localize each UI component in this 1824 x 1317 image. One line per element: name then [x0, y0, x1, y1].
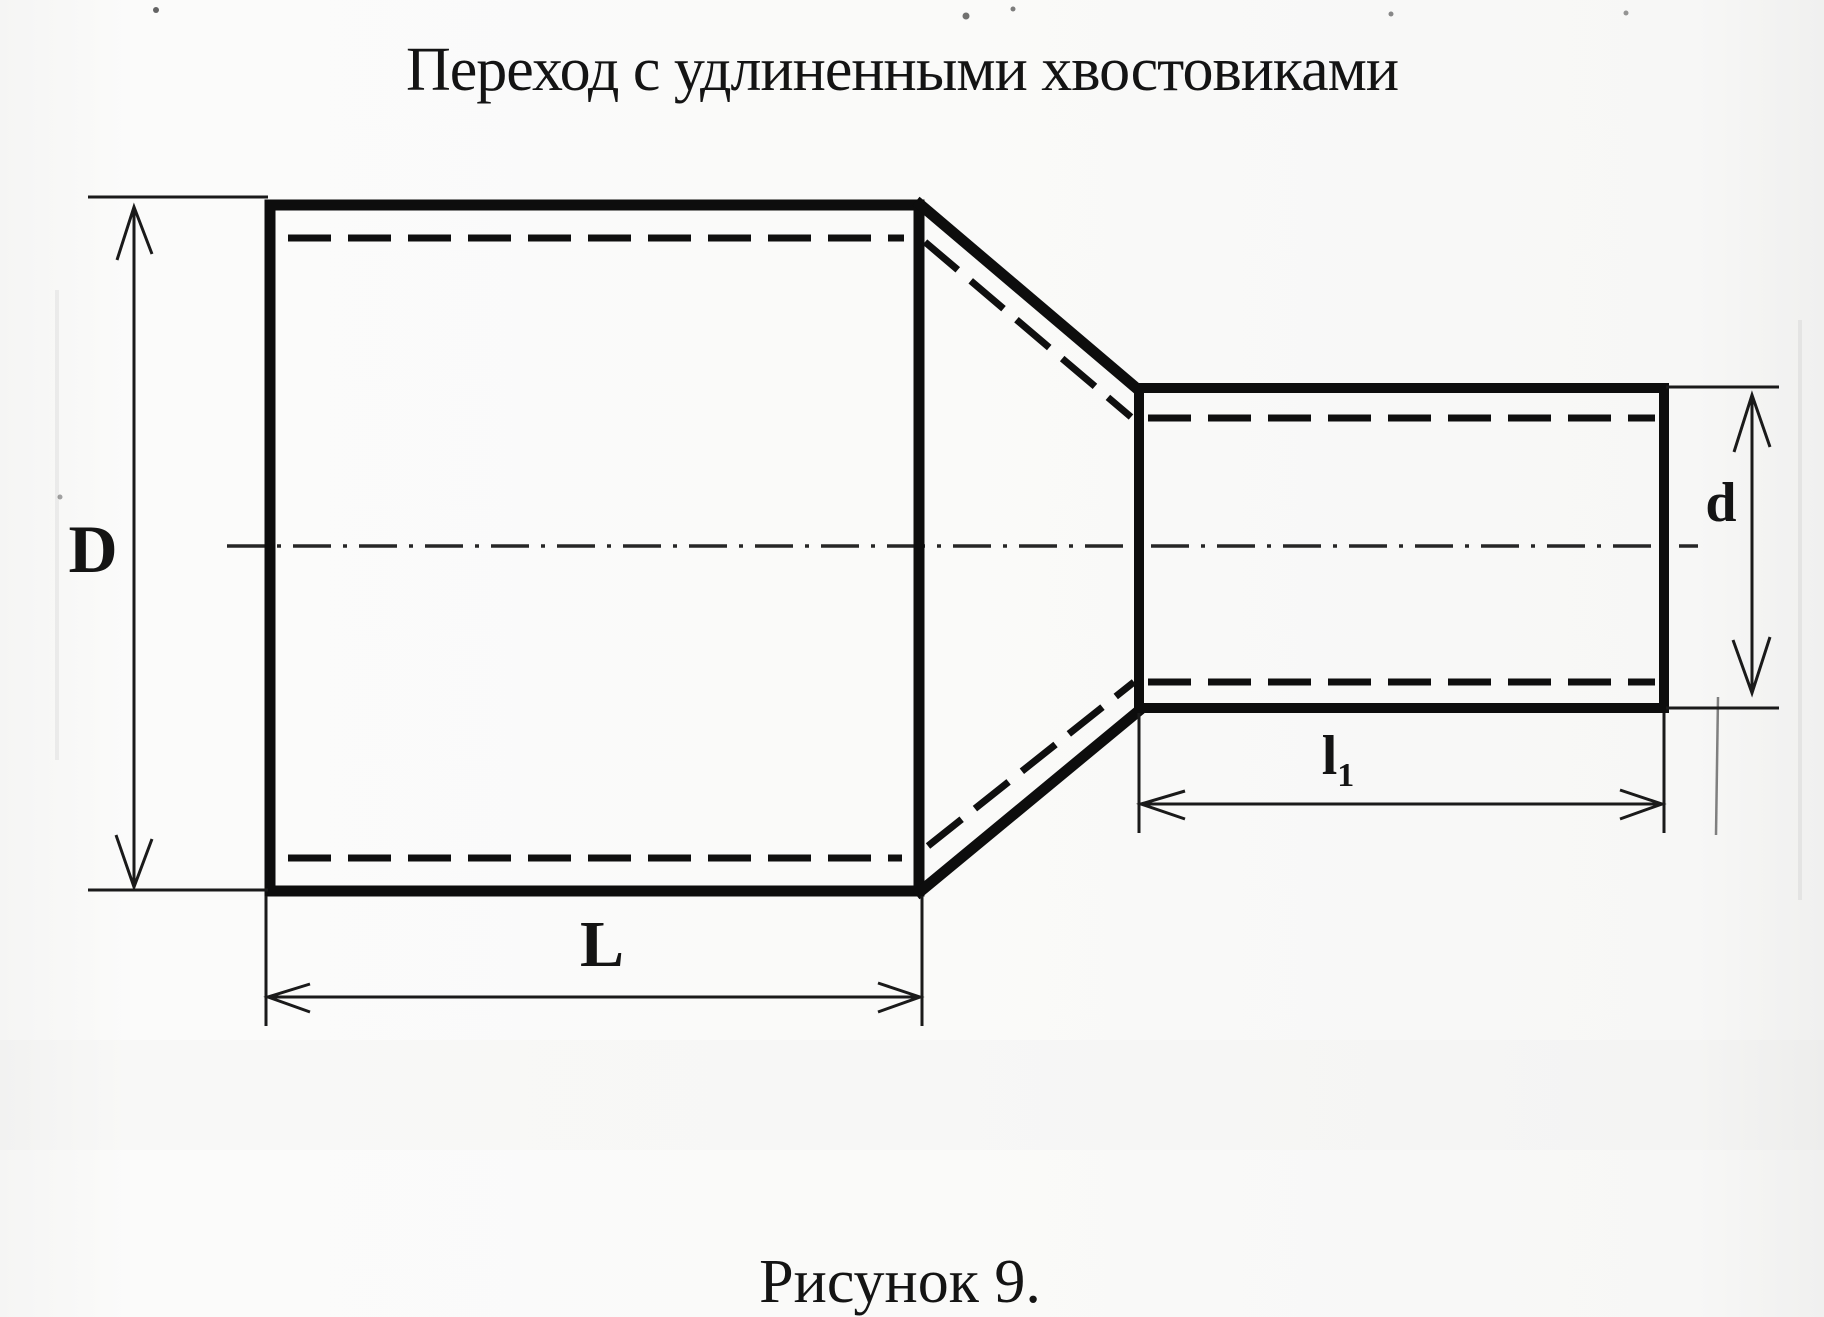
stray-pencil-line [1716, 697, 1718, 835]
dimension-D-label: D [68, 511, 118, 587]
cone-top-edge [916, 201, 1141, 392]
dimension-l1-label-subscript: 1 [1337, 757, 1355, 794]
scan-speck [58, 495, 63, 500]
small-pipe-outline [1139, 388, 1664, 708]
drawing-title: Переход с удлиненными хвостовиками [405, 36, 1399, 104]
large-pipe-outline [270, 205, 919, 891]
scan-band [0, 1040, 1824, 1150]
scan-speck [153, 7, 159, 13]
dimension-L-label: L [579, 908, 625, 981]
cone-inner-top-dash [925, 242, 1131, 417]
scan-speck [1624, 11, 1629, 16]
dimension-d-label: d [1705, 472, 1737, 534]
scan-speck [1389, 12, 1394, 17]
cone-bottom-edge [916, 709, 1141, 895]
dimension-l1-label [1322, 725, 1355, 794]
dimension-l1-label-main: l [1321, 725, 1338, 787]
scan-speck [963, 13, 970, 20]
cone-inner-bottom-dash [928, 682, 1134, 846]
figure-caption: Рисунок 9. [759, 1248, 1041, 1316]
inner-wall-dashed-lines [288, 238, 1655, 858]
dimension-l1 [1139, 713, 1664, 833]
reducer-outline [270, 201, 1664, 895]
scan-speck [1011, 7, 1016, 12]
